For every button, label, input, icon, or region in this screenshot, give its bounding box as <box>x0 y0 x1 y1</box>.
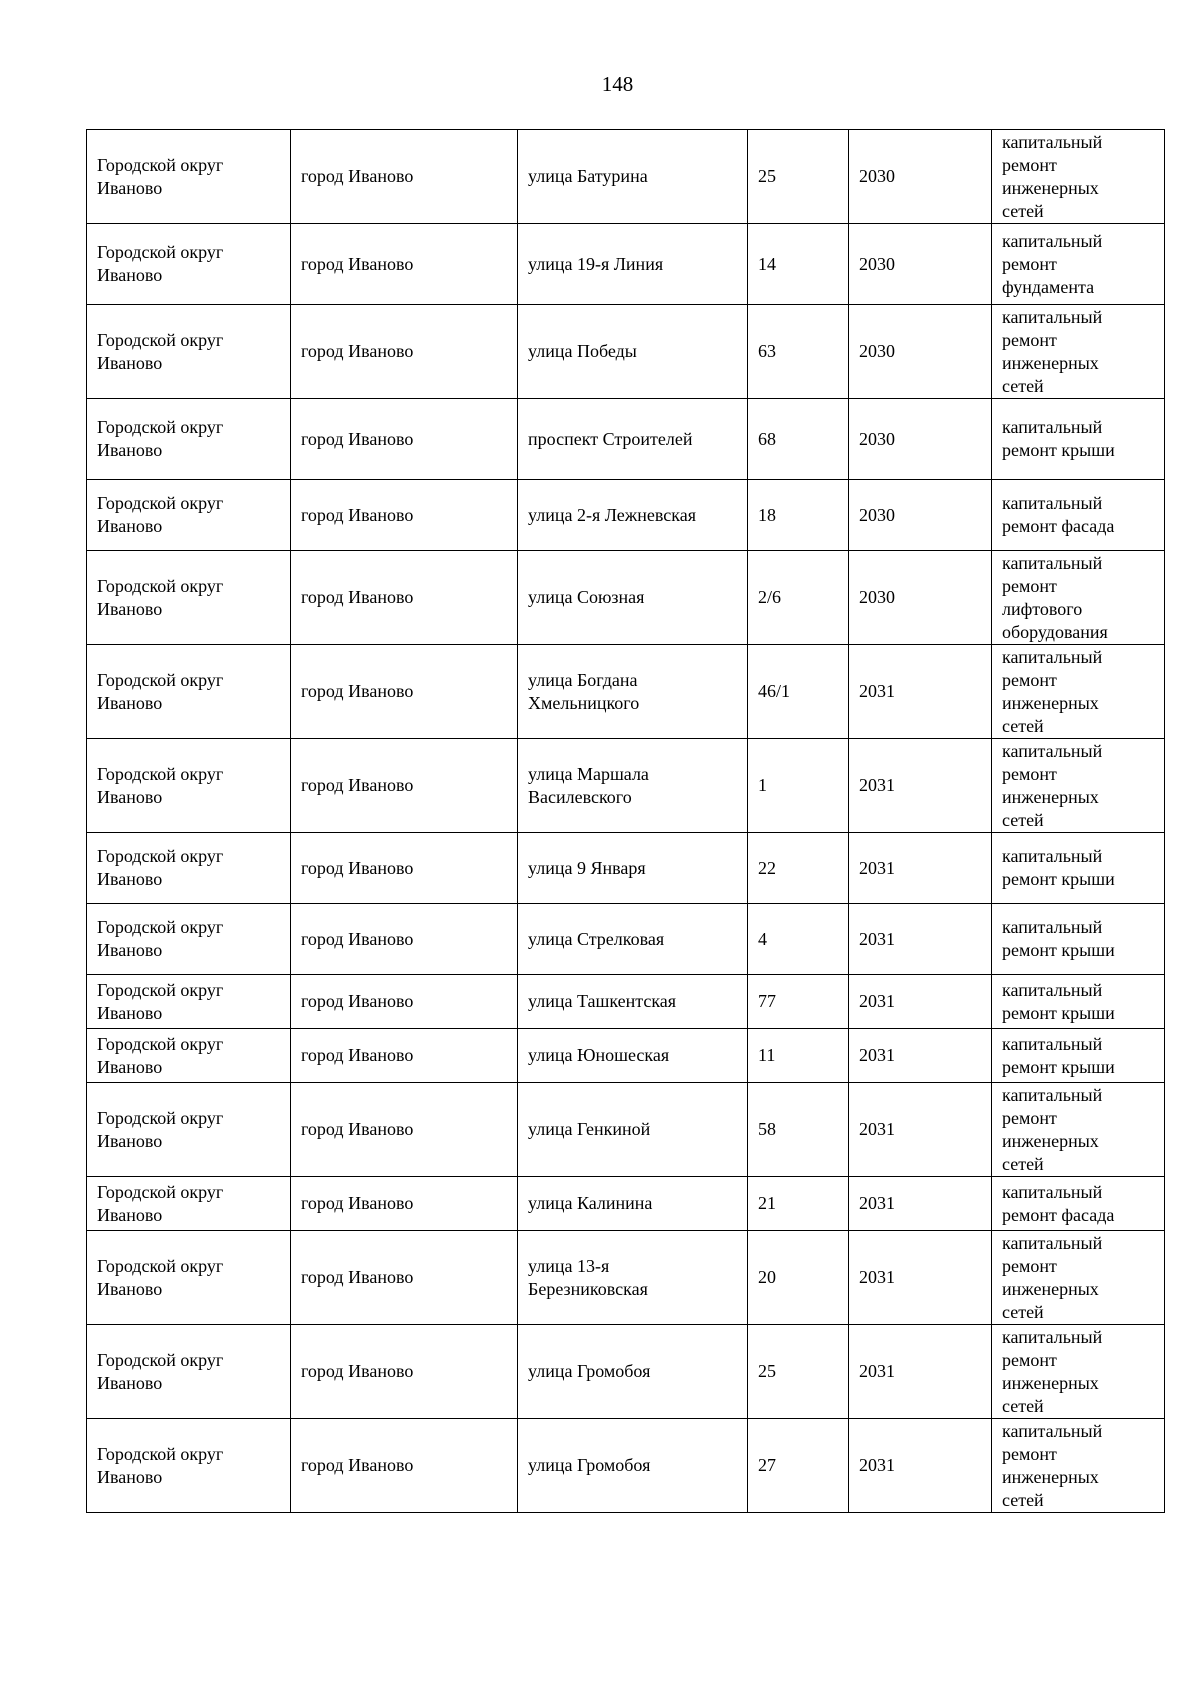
work-text: капитальный ремонт инженерных сетей <box>1002 1420 1103 1510</box>
work-cell <box>992 1177 1165 1231</box>
year-cell <box>849 399 992 480</box>
house-cell <box>748 1231 849 1325</box>
municipality-cell <box>87 305 291 399</box>
locality-text: город Иваново <box>301 1193 414 1213</box>
street-cell <box>518 305 748 399</box>
municipality-cell <box>87 1029 291 1083</box>
locality-text: город Иваново <box>301 428 414 449</box>
locality-text: город Иваново <box>301 504 414 525</box>
house-cell <box>748 739 849 833</box>
street-cell <box>518 480 748 551</box>
house-cell <box>748 904 849 975</box>
year-cell <box>849 1029 992 1083</box>
street-cell <box>518 1325 748 1419</box>
street-text: улица Генкиной <box>528 1119 651 1139</box>
year-cell <box>849 305 992 399</box>
house-text: 18 <box>758 504 776 525</box>
municipality-text: Городской округ Иваново <box>97 846 224 889</box>
street-text: улица Маршала Василевского <box>528 763 649 807</box>
house-text: 25 <box>758 166 776 186</box>
house-cell <box>748 1419 849 1513</box>
locality-cell <box>291 1231 518 1325</box>
house-cell <box>748 130 849 224</box>
street-cell <box>518 1177 748 1231</box>
table-row <box>87 645 1165 739</box>
house-text: 11 <box>758 1045 776 1065</box>
year-cell <box>849 1231 992 1325</box>
house-text: 27 <box>758 1455 776 1475</box>
locality-text: город Иваново <box>301 253 414 274</box>
municipality-text: Городской округ Иваново <box>97 417 224 460</box>
municipality-cell <box>87 739 291 833</box>
year-cell <box>849 645 992 739</box>
house-cell <box>748 224 849 305</box>
street-text: улица 13-я Березниковская <box>528 1255 648 1299</box>
locality-cell <box>291 480 518 551</box>
locality-text: город Иваново <box>301 775 414 795</box>
table-row <box>87 975 1165 1029</box>
house-text: 63 <box>758 341 776 361</box>
municipality-text: Городской округ Иваново <box>97 1181 224 1225</box>
buildings-table <box>86 129 1165 1513</box>
street-text: проспект Строителей <box>528 428 693 449</box>
year-text: 2031 <box>859 1361 895 1381</box>
street-text: улица Союзная <box>528 587 645 607</box>
municipality-text: Городской округ Иваново <box>97 242 224 285</box>
table-row <box>87 904 1165 975</box>
table-row <box>87 833 1165 904</box>
municipality-text: Городской округ Иваново <box>97 979 224 1023</box>
table-row <box>87 130 1165 224</box>
year-cell <box>849 224 992 305</box>
locality-text: город Иваново <box>301 166 414 186</box>
house-text: 22 <box>758 857 776 878</box>
street-text: улица 9 Января <box>528 857 646 878</box>
year-cell <box>849 1177 992 1231</box>
house-text: 58 <box>758 1119 776 1139</box>
municipality-cell <box>87 904 291 975</box>
year-text: 2031 <box>859 928 895 949</box>
locality-cell <box>291 224 518 305</box>
table-row <box>87 480 1165 551</box>
street-text: улица 2-я Лежневская <box>528 504 696 525</box>
work-cell <box>992 904 1165 975</box>
year-cell <box>849 1083 992 1177</box>
municipality-cell <box>87 1083 291 1177</box>
work-text: капитальный ремонт инженерных сетей <box>1002 1232 1103 1322</box>
street-text: улица Громобоя <box>528 1455 651 1475</box>
street-cell <box>518 399 748 480</box>
house-text: 68 <box>758 428 776 449</box>
year-cell <box>849 739 992 833</box>
work-text: капитальный ремонт инженерных сетей <box>1002 1326 1103 1416</box>
work-text: капитальный ремонт крыши <box>1002 417 1115 460</box>
municipality-cell <box>87 1325 291 1419</box>
locality-text: город Иваново <box>301 1267 414 1287</box>
work-text: капитальный ремонт инженерных сетей <box>1002 646 1103 736</box>
work-cell <box>992 480 1165 551</box>
work-cell <box>992 1083 1165 1177</box>
year-cell <box>849 904 992 975</box>
locality-text: город Иваново <box>301 1455 414 1475</box>
street-text: улица Победы <box>528 341 637 361</box>
work-cell <box>992 551 1165 645</box>
locality-text: город Иваново <box>301 991 414 1011</box>
street-cell <box>518 1029 748 1083</box>
page-number: 148 <box>601 72 634 96</box>
municipality-text: Городской округ Иваново <box>97 1349 224 1393</box>
house-cell <box>748 645 849 739</box>
work-text: капитальный ремонт фасада <box>1002 493 1115 536</box>
work-text: капитальный ремонт фундамента <box>1002 230 1103 297</box>
house-text: 77 <box>758 991 776 1011</box>
municipality-cell <box>87 1177 291 1231</box>
locality-text: город Иваново <box>301 1361 414 1381</box>
house-cell <box>748 833 849 904</box>
house-cell <box>748 1029 849 1083</box>
table-row <box>87 1029 1165 1083</box>
house-text: 21 <box>758 1193 776 1213</box>
work-cell <box>992 130 1165 224</box>
locality-cell <box>291 645 518 739</box>
street-text: улица Богдана Хмельницкого <box>528 669 640 713</box>
year-text: 2031 <box>859 1193 895 1213</box>
municipality-cell <box>87 645 291 739</box>
municipality-text: Городской округ Иваново <box>97 1255 224 1299</box>
street-cell <box>518 1083 748 1177</box>
year-cell <box>849 975 992 1029</box>
municipality-text: Городской округ Иваново <box>97 329 224 373</box>
street-cell <box>518 1231 748 1325</box>
year-cell <box>849 130 992 224</box>
street-text: улица 19-я Линия <box>528 253 664 274</box>
table-row <box>87 1177 1165 1231</box>
year-text: 2031 <box>859 991 895 1011</box>
house-text: 4 <box>758 928 767 949</box>
locality-cell <box>291 904 518 975</box>
locality-cell <box>291 739 518 833</box>
work-cell <box>992 833 1165 904</box>
work-cell <box>992 1325 1165 1419</box>
locality-cell <box>291 1029 518 1083</box>
work-cell <box>992 975 1165 1029</box>
municipality-cell <box>87 1231 291 1325</box>
municipality-cell <box>87 480 291 551</box>
table-row <box>87 224 1165 305</box>
street-text: улица Юношеская <box>528 1045 670 1065</box>
work-text: капитальный ремонт крыши <box>1002 1033 1115 1077</box>
house-cell <box>748 480 849 551</box>
locality-cell <box>291 551 518 645</box>
house-text: 2/6 <box>758 587 782 607</box>
street-cell <box>518 975 748 1029</box>
locality-cell <box>291 399 518 480</box>
year-text: 2031 <box>859 857 895 878</box>
table-row <box>87 1419 1165 1513</box>
locality-text: город Иваново <box>301 928 414 949</box>
house-cell <box>748 399 849 480</box>
municipality-text: Городской округ Иваново <box>97 493 224 536</box>
street-cell <box>518 645 748 739</box>
locality-text: город Иваново <box>301 587 414 607</box>
table-row <box>87 551 1165 645</box>
house-cell <box>748 1325 849 1419</box>
locality-text: город Иваново <box>301 341 414 361</box>
work-text: капитальный ремонт инженерных сетей <box>1002 740 1103 830</box>
locality-text: город Иваново <box>301 857 414 878</box>
municipality-text: Городской округ Иваново <box>97 154 224 198</box>
municipality-text: Городской округ Иваново <box>97 1107 224 1151</box>
municipality-cell <box>87 551 291 645</box>
work-text: капитальный ремонт фасада <box>1002 1181 1115 1225</box>
year-cell <box>849 1325 992 1419</box>
work-cell <box>992 305 1165 399</box>
locality-text: город Иваново <box>301 1045 414 1065</box>
table-row <box>87 1083 1165 1177</box>
house-text: 14 <box>758 253 776 274</box>
locality-cell <box>291 305 518 399</box>
municipality-cell <box>87 1419 291 1513</box>
street-cell <box>518 1419 748 1513</box>
street-cell <box>518 130 748 224</box>
street-cell <box>518 833 748 904</box>
year-text: 2031 <box>859 775 895 795</box>
table-row <box>87 1231 1165 1325</box>
municipality-text: Городской округ Иваново <box>97 669 224 713</box>
year-text: 2030 <box>859 341 895 361</box>
municipality-text: Городской округ Иваново <box>97 575 224 619</box>
table-row <box>87 1325 1165 1419</box>
work-text: капитальный ремонт крыши <box>1002 917 1115 960</box>
year-cell <box>849 833 992 904</box>
work-cell <box>992 399 1165 480</box>
work-text: капитальный ремонт крыши <box>1002 979 1115 1023</box>
work-cell <box>992 1419 1165 1513</box>
work-text: капитальный ремонт инженерных сетей <box>1002 131 1103 221</box>
house-cell <box>748 1083 849 1177</box>
work-cell <box>992 645 1165 739</box>
year-text: 2030 <box>859 587 895 607</box>
work-text: капитальный ремонт инженерных сетей <box>1002 306 1103 396</box>
municipality-cell <box>87 399 291 480</box>
year-text: 2030 <box>859 253 895 274</box>
street-cell <box>518 551 748 645</box>
work-text: капитальный ремонт инженерных сетей <box>1002 1084 1103 1174</box>
table-row <box>87 305 1165 399</box>
work-text: капитальный ремонт лифтового оборудования <box>1002 552 1108 642</box>
house-cell <box>748 975 849 1029</box>
municipality-text: Городской округ Иваново <box>97 763 224 807</box>
locality-cell <box>291 1083 518 1177</box>
locality-cell <box>291 1177 518 1231</box>
table-row <box>87 399 1165 480</box>
street-text: улица Батурина <box>528 166 648 186</box>
street-text: улица Ташкентская <box>528 991 677 1011</box>
municipality-cell <box>87 975 291 1029</box>
work-text: капитальный ремонт крыши <box>1002 846 1115 889</box>
year-text: 2031 <box>859 1455 895 1475</box>
house-text: 1 <box>758 775 767 795</box>
work-cell <box>992 739 1165 833</box>
house-cell <box>748 551 849 645</box>
year-text: 2030 <box>859 166 895 186</box>
street-cell <box>518 739 748 833</box>
year-text: 2031 <box>859 1045 895 1065</box>
municipality-cell <box>87 833 291 904</box>
street-cell <box>518 904 748 975</box>
table-row <box>87 739 1165 833</box>
year-text: 2031 <box>859 1119 895 1139</box>
locality-cell <box>291 975 518 1029</box>
year-cell <box>849 1419 992 1513</box>
year-cell <box>849 480 992 551</box>
year-text: 2030 <box>859 428 895 449</box>
house-cell <box>748 1177 849 1231</box>
locality-text: город Иваново <box>301 681 414 701</box>
locality-cell <box>291 130 518 224</box>
house-text: 46/1 <box>758 681 791 701</box>
street-text: улица Калинина <box>528 1193 653 1213</box>
year-text: 2031 <box>859 681 895 701</box>
municipality-cell <box>87 224 291 305</box>
house-text: 25 <box>758 1361 776 1381</box>
locality-text: город Иваново <box>301 1119 414 1139</box>
locality-cell <box>291 1325 518 1419</box>
year-text: 2030 <box>859 504 895 525</box>
street-text: улица Громобоя <box>528 1361 651 1381</box>
work-cell <box>992 1029 1165 1083</box>
municipality-text: Городской округ Иваново <box>97 1033 224 1077</box>
work-cell <box>992 1231 1165 1325</box>
municipality-text: Городской округ Иваново <box>97 1443 224 1487</box>
municipality-cell <box>87 130 291 224</box>
house-text: 20 <box>758 1267 776 1287</box>
year-cell <box>849 551 992 645</box>
street-text: улица Стрелковая <box>528 928 665 949</box>
work-cell <box>992 224 1165 305</box>
locality-cell <box>291 1419 518 1513</box>
municipality-text: Городской округ Иваново <box>97 917 224 960</box>
street-cell <box>518 224 748 305</box>
year-text: 2031 <box>859 1267 895 1287</box>
locality-cell <box>291 833 518 904</box>
house-cell <box>748 305 849 399</box>
